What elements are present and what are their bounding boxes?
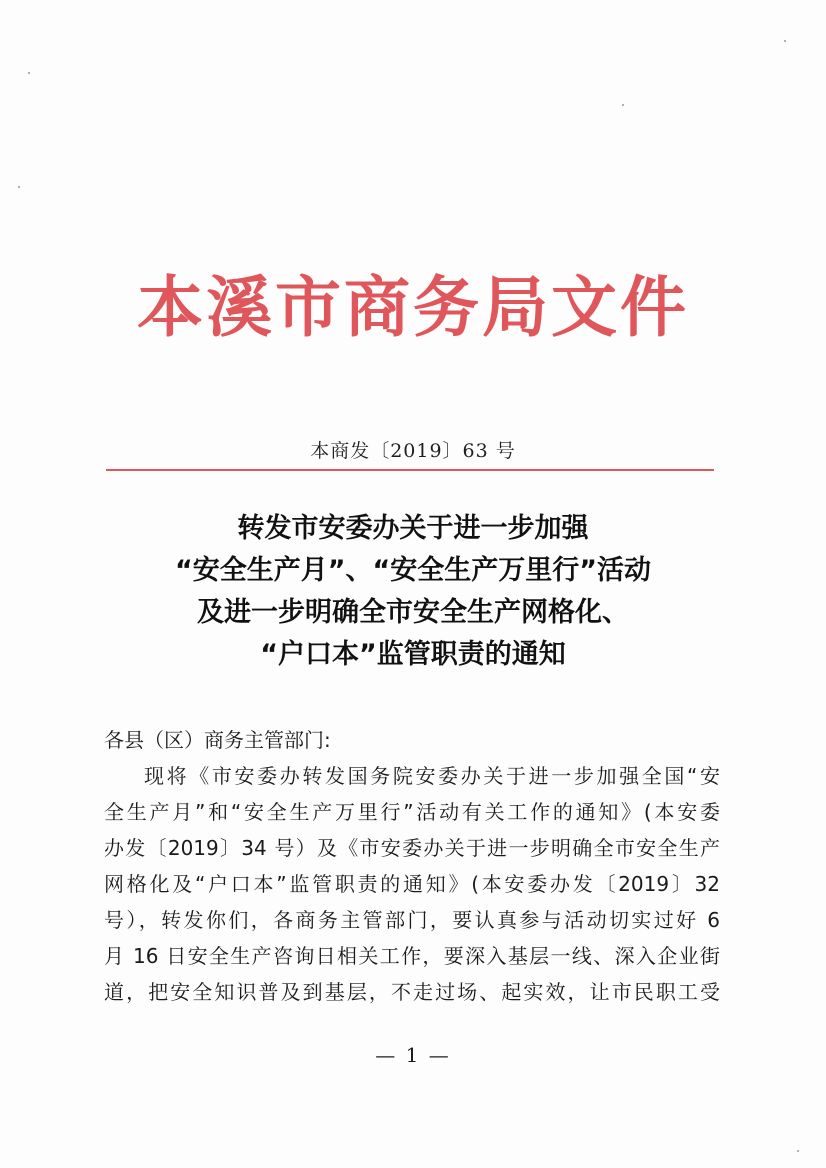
body-line: 网格化及“户口本”监管职责的通知》(本安委办发〔2019〕32 <box>104 872 720 896</box>
notice-title <box>0 508 826 676</box>
notice-title-line: 转发市安委办关于进一步加强 <box>237 513 589 544</box>
body-line: 办发〔2019〕34 号）及《市安委办关于进一步明确全市安全生产 <box>104 836 720 860</box>
scan-speck <box>622 104 624 106</box>
scan-speck <box>797 1150 799 1152</box>
document-number: 本商发〔2019〕63 号 <box>310 440 516 462</box>
body-line: 全生产月”和“安全生产万里行”活动有关工作的通知》(本安委 <box>104 800 720 824</box>
issuer-title: 本溪市商务局文件 <box>137 268 689 346</box>
scan-speck <box>28 72 30 74</box>
body-line: 道，把安全知识普及到基层，不走过场、起实效，让市民职工受 <box>104 980 720 1004</box>
scan-speck <box>18 186 20 188</box>
body-line: 现将《市安委办转发国务院安委办关于进一步加强全国“安 <box>144 764 720 788</box>
notice-title-line: “安全生产月”、“安全生产万里行”活动 <box>175 555 651 586</box>
scan-speck <box>784 40 786 42</box>
body-text <box>104 722 720 1010</box>
notice-title-line: “户口本”监管职责的通知 <box>260 639 566 670</box>
notice-title-line: 及进一步明确全市安全生产网格化、 <box>197 597 629 628</box>
addressee: 各县（区）商务主管部门: <box>104 728 331 752</box>
body-line: 月 16 日安全生产咨询日相关工作，要深入基层一线、深入企业街 <box>104 944 720 968</box>
page-number: — 1 — <box>375 1043 451 1067</box>
red-divider-line <box>106 469 714 471</box>
body-line: 号），转发你们，各商务主管部门，要认真参与活动切实过好 6 <box>104 908 720 932</box>
